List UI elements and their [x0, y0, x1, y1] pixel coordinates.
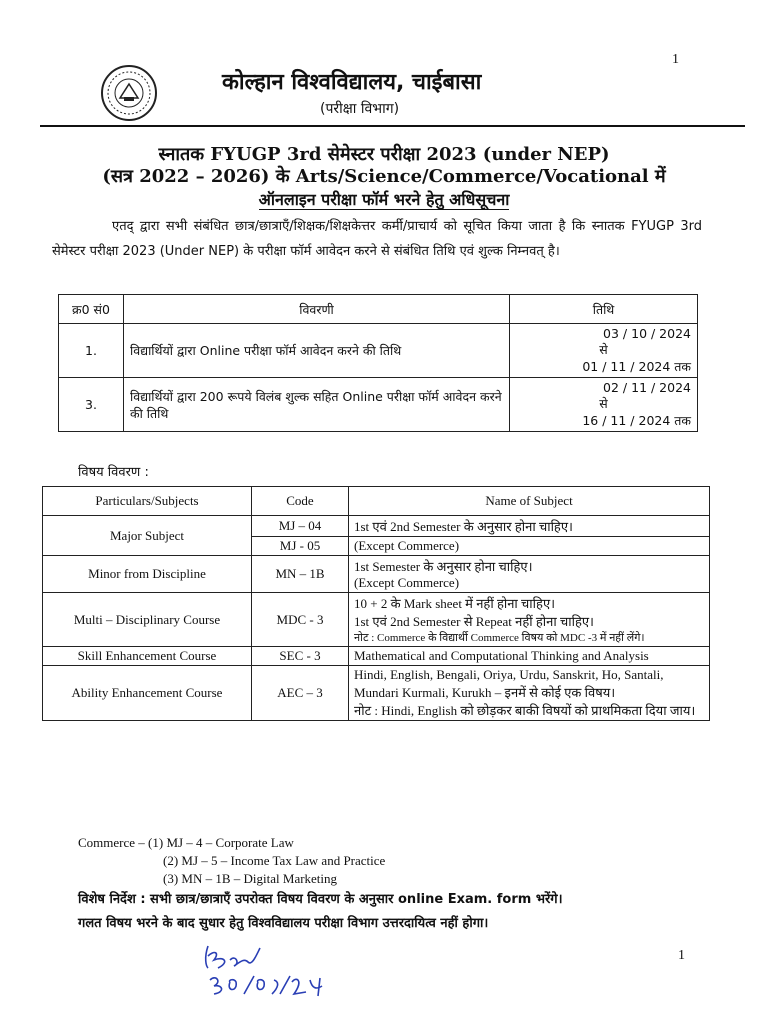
header-divider — [40, 125, 745, 127]
commerce-line3: (3) MN – 1B – Digital Marketing — [163, 871, 338, 886]
code-mn1b: MN – 1B — [252, 556, 349, 593]
minor-note2: (Except Commerce) — [354, 575, 460, 590]
code-aec3: AEC – 3 — [252, 666, 349, 721]
date-to: 16 / 11 / 2024 तक — [582, 413, 691, 428]
schedule-sn: 1. — [59, 324, 124, 378]
subject-sec: Skill Enhancement Course — [43, 647, 252, 666]
date-sep: से — [599, 396, 608, 411]
table-row — [43, 556, 710, 593]
sec-note: Mathematical and Computational Thinking and Analysis — [349, 647, 710, 666]
special-instruction — [78, 888, 563, 936]
university-name: कोल्हान विश्वविद्यालय, चाईबासा — [222, 70, 482, 95]
schedule-header-date: तिथि — [510, 295, 698, 324]
university-seal-logo — [100, 64, 158, 122]
table-row — [43, 666, 710, 721]
aec-notes — [349, 666, 710, 721]
date-to: 01 / 11 / 2024 तक — [582, 359, 691, 374]
intro-paragraph — [52, 214, 702, 264]
subjects-header-particulars: Particulars/Subjects — [43, 487, 252, 516]
table-row — [43, 593, 710, 647]
date-sep: से — [599, 342, 608, 357]
table-row — [43, 516, 710, 537]
schedule-dates — [510, 378, 698, 432]
page-number-top: 1 — [672, 52, 679, 67]
code-sec3: SEC - 3 — [252, 647, 349, 666]
aec-note1: Hindi, English, Bengali, Oriya, Urdu, Sanskrit, Ho, Santali, Mundari Kurmali, Kurukh – इनमें से कोई एक विषय। — [354, 667, 664, 700]
notice-title-line1: स्नातक FYUGP 3rd सेमेस्टर परीक्षा 2023 (under NEP) — [158, 144, 610, 165]
handwritten-signature — [200, 938, 340, 998]
subjects-header-row — [43, 487, 710, 516]
table-row — [59, 324, 698, 378]
intro-text: एतद् द्वारा सभी संबंधित छात्र/छात्राएँ/शिक्षक/शिक्षकेत्तर कर्मी/प्राचार्य को सूचित किया जाता है कि स्नातक FYUGP 3rd सेमेस्टर परीक्षा 2023 (Under NEP) के परीक्षा फॉर्म आवेदन करने से संबंधित तिथि एवं शुल्क निम्नवत् है। — [52, 219, 702, 259]
minor-notes — [349, 556, 710, 593]
department-name: (परीक्षा विभाग) — [320, 101, 400, 117]
code-mj04: MJ – 04 — [252, 516, 349, 537]
subjects-header-code: Code — [252, 487, 349, 516]
mdc-notes — [349, 593, 710, 647]
schedule-desc: विद्यार्थियों द्वारा 200 रूपये विलंब शुल्क सहित Online परीक्षा फॉर्म आवेदन करने की तिथि — [124, 378, 510, 432]
notice-title-line3-text: ऑनलाइन परीक्षा फॉर्म भरने हेतु अधिसूचना — [258, 190, 510, 209]
table-row — [59, 378, 698, 432]
commerce-line1: Commerce – (1) MJ – 4 – Corporate Law — [78, 835, 294, 850]
subjects-header-name: Name of Subject — [349, 487, 710, 516]
commerce-subjects — [78, 834, 385, 888]
code-mdc3: MDC - 3 — [252, 593, 349, 647]
page-number-bottom: 1 — [678, 948, 685, 963]
special-instruction-line2: गलत विषय भरने के बाद सुधार हेतु विश्वविद्यालय परीक्षा विभाग उत्तरदायित्व नहीं होगा। — [78, 916, 489, 931]
schedule-sn: 3. — [59, 378, 124, 432]
mdc-note2: 1st एवं 2nd Semester से Repeat नहीं होना चाहिए। — [354, 614, 594, 629]
schedule-desc: विद्यार्थियों द्वारा Online परीक्षा फॉर्म आवेदन करने की तिथि — [124, 324, 510, 378]
subjects-label: विषय विवरण : — [78, 465, 149, 480]
notice-title-line2: (सत्र 2022 – 2026) के Arts/Science/Commerce/Vocational में — [102, 166, 666, 187]
date-from: 03 / 10 / 2024 — [603, 326, 691, 341]
code-mj05: MJ - 05 — [252, 537, 349, 556]
subject-minor: Minor from Discipline — [43, 556, 252, 593]
mdc-note3: नोट : Commerce के विद्यार्थी Commerce विषय को MDC -3 में नहीं लेंगे। — [354, 632, 645, 644]
subject-mdc: Multi – Disciplinary Course — [43, 593, 252, 647]
date-from: 02 / 11 / 2024 — [603, 380, 691, 395]
subject-aec: Ability Enhancement Course — [43, 666, 252, 721]
schedule-table — [58, 294, 698, 432]
special-instruction-line1: विशेष निर्देश : सभी छात्र/छात्राएँ उपरोक्त विषय विवरण के अनुसार online Exam. form भरेंगे। — [78, 892, 563, 907]
notice-title-line3 — [0, 188, 768, 210]
schedule-header-desc: विवरणी — [124, 295, 510, 324]
subject-major: Major Subject — [43, 516, 252, 556]
schedule-dates — [510, 324, 698, 378]
commerce-line2: (2) MJ – 5 – Income Tax Law and Practice — [163, 853, 386, 868]
aec-note2: नोट : Hindi, English को छोड़कर बाकी विषयों को प्राथमिकता दिया जाय। — [354, 703, 696, 718]
mdc-note1: 10 + 2 के Mark sheet में नहीं होना चाहिए। — [354, 596, 556, 611]
schedule-header-row — [59, 295, 698, 324]
minor-note1: 1st Semester के अनुसार होना चाहिए। — [354, 559, 533, 574]
subjects-table — [42, 486, 710, 721]
major-note2: (Except Commerce) — [349, 537, 710, 556]
major-note1: 1st एवं 2nd Semester के अनुसार होना चाहिए। — [349, 516, 710, 537]
table-row — [43, 647, 710, 666]
schedule-header-sn: क्र0 सं0 — [59, 295, 124, 324]
